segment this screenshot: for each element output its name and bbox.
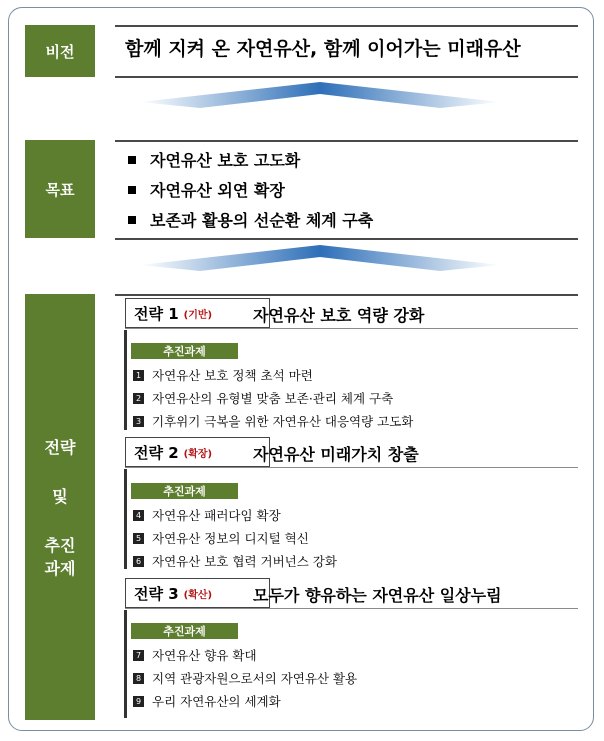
task-number-icon: 1 (133, 370, 144, 381)
strategy-1-badge: 전략 1 (기반) (125, 298, 270, 328)
vision-bottom-line (115, 76, 578, 78)
strategy-3-title: 모두가 향유하는 자연유산 일상누림 (253, 586, 502, 605)
task-item: 4 자연유산 패러다임 확장 (133, 506, 281, 524)
strategy-3-badge: 전략 3 (확산) (125, 578, 270, 608)
task-number-icon: 4 (133, 510, 144, 521)
strategy-3-underline (125, 608, 578, 609)
strategy-3-bar (124, 610, 127, 718)
task-pill: 추진과제 (131, 623, 238, 639)
strategy-label-line: 및 (52, 487, 68, 506)
task-pill: 추진과제 (131, 343, 238, 359)
bullet-square-icon (128, 156, 136, 164)
task-item: 9 우리 자연유산의 세계화 (133, 692, 281, 710)
strategy-2-underline (125, 467, 578, 468)
strategy-1-bar (124, 330, 127, 430)
task-pill: 추진과제 (131, 483, 238, 499)
task-item: 5 자연유산 정보의 디지털 혁신 (133, 529, 309, 547)
task-number-icon: 2 (133, 393, 144, 404)
goals-bottom-line (115, 238, 578, 240)
strategy-label-line: 추진 (44, 536, 76, 555)
strategy-1-underline (125, 328, 578, 329)
strategy-top-line (115, 294, 578, 296)
task-item: 1 자연유산 보호 정책 초석 마련 (133, 366, 313, 384)
vision-top-line (115, 25, 578, 27)
task-number-icon: 9 (133, 696, 144, 707)
task-number-icon: 5 (133, 533, 144, 544)
strategy-label-line: 전략 (44, 438, 76, 457)
task-number-icon: 6 (133, 556, 144, 567)
vision-label: 비전 (25, 25, 95, 77)
goal-item: 보존과 활용의 선순환 체계 구축 (128, 208, 373, 231)
task-number-icon: 3 (133, 416, 144, 427)
strategy-1-title: 자연유산 보호 역량 강화 (253, 306, 425, 325)
strategy-2-badge: 전략 2 (확장) (125, 437, 270, 467)
task-item: 6 자연유산 보호 협력 거버넌스 강화 (133, 552, 337, 570)
task-number-icon: 8 (133, 673, 144, 684)
goals-label: 목표 (25, 140, 95, 238)
goal-item: 자연유산 보호 고도화 (128, 148, 300, 171)
strategy-label-line: 과제 (44, 559, 76, 578)
upward-arrow-2 (140, 243, 500, 273)
upward-arrow-1 (140, 80, 500, 110)
task-number-icon: 7 (133, 650, 144, 661)
goals-top-line (115, 140, 578, 142)
bullet-square-icon (128, 216, 136, 224)
bullet-square-icon (128, 186, 136, 194)
strategy-2-title: 자연유산 미래가치 창출 (253, 445, 419, 464)
strategy-label (25, 294, 95, 720)
strategy-2-bar (124, 469, 127, 569)
goal-item: 자연유산 외연 확장 (128, 178, 285, 201)
task-item: 8 지역 관광자원으로서의 자연유산 활용 (133, 669, 357, 687)
task-item: 7 자연유산 향유 확대 (133, 646, 257, 664)
vision-statement: 함께 지켜 온 자연유산, 함께 이어가는 미래유산 (125, 38, 521, 60)
task-item: 3 기후위기 극복을 위한 자연유산 대응역량 고도화 (133, 412, 413, 430)
task-item: 2 자연유산의 유형별 맞춤 보존·관리 체계 구축 (133, 389, 393, 407)
